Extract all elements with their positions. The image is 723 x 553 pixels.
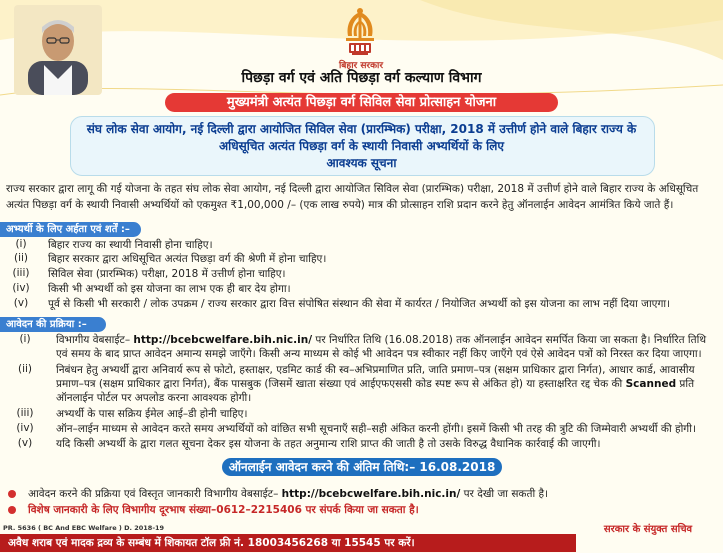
govt-label: बिहार सरकार [338,61,384,71]
deadline-banner: ऑनलाईन आवेदन करने की अंतिम तिथि:– 16.08.2018 [222,458,502,476]
signatory: सरकार के संयुक्त सचिव [603,524,693,535]
bullet-icon [8,506,16,514]
headline-line-3: आवश्यक सूचना [326,156,397,170]
official-portrait [14,5,102,95]
pr-number: PR. 5636 ( BC And EBC Welfare ) D. 2018-19 [3,524,165,532]
scheme-title: मुख्यमंत्री अत्यंत पिछड़ा वर्ग सिविल सेवा प्रोत्साहन योजना [165,93,558,112]
footer-banner: अवैध शराब एवं मादक द्रव्य के सम्बंध में शिकायत टॉल फ्री नं. 18003456268 या 15545 पर करें। [0,534,576,552]
process-heading: आवेदन की प्रक्रिया :– [0,317,106,332]
intro-paragraph: राज्य सरकार द्वारा लागू की गई योजना के तहत संघ लोक सेवा आयोग, नई दिल्ली द्वारा आयोजित सिविल सेवा (प्रारम्भिक) परीक्षा, 2018 में उत्तीर्ण होने वाले बिहार राज्य के अधिसूचित अत्यंत पिछड़ा वर्ग के स्थायी निवासी अभ्यर्थियों को एकमुश्त ₹1,00,000 /– (एक लाख रुपये) मात्र की प्रोत्साहन राशि प्रदान करने हेतु ऑनलाईन आवेदन आमंत्रित किये जाते हैं। [6,183,699,211]
headline [80,121,643,172]
eligibility-heading: अभ्यर्थी के लिए अर्हता एवं शर्तें :– [0,222,141,237]
headline-line-1: संघ लोक सेवा आयोग, नई दिल्ली द्वारा आयोजित सिविल सेवा (प्रारम्भिक) परीक्षा, 2018 में उत्तीर्ण होने वाले बिहार राज्य के [86,122,637,136]
headline-line-2: अधिसूचित अत्यंत पिछड़ा वर्ग के स्थायी निवासी अभ्यर्थियों के लिए [219,139,504,153]
department-title: पिछड़ा वर्ग एवं अति पिछड़ा वर्ग कल्याण विभाग [241,70,482,86]
bihar-govt-emblem-icon [338,6,382,64]
website-link[interactable]: http://bcebcwelfare.bih.nic.in/ [133,334,313,346]
bullet-icon [8,490,16,498]
website-link[interactable]: http://bcebcwelfare.bih.nic.in/ [281,488,461,500]
